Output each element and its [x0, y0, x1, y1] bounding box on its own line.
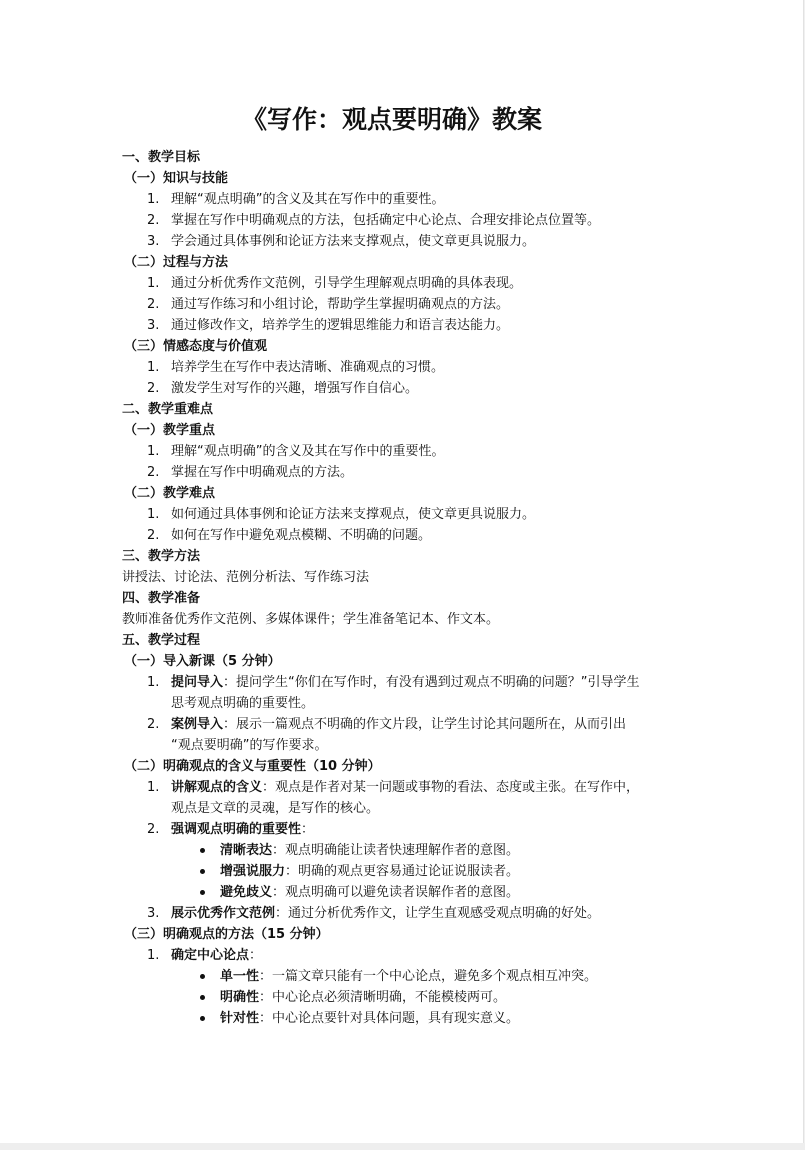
ordered-list	[122, 189, 692, 252]
bullet-icon	[200, 974, 205, 979]
bullet-icon	[200, 1016, 205, 1021]
list-item: 1. 提问导入：提问学生“你们在写作时，有没有遇到过观点不明确的问题？”引导学生 思考观点明确的重要性。	[147, 675, 640, 711]
bullet-list	[122, 966, 692, 1029]
ordered-list	[122, 357, 692, 399]
document-content	[122, 100, 692, 1029]
list-item: 1. 确定中心论点：	[147, 948, 263, 963]
bullet-item: 清晰表达：观点明确能让读者快速理解作者的意图。	[122, 840, 692, 861]
subsection-heading: （三）明确观点的方法（15 分钟）	[124, 927, 329, 942]
section-heading: 三、教学方法	[122, 549, 201, 564]
paragraph: 教师准备优秀作文范例、多媒体课件；学生准备笔记本、作文本。	[122, 612, 500, 627]
section-heading: 五、教学过程	[122, 633, 201, 648]
subsection-heading: （二）教学难点	[124, 486, 216, 501]
list-item: 1. 如何通过具体事例和论证方法来支撑观点，使文章更具说服力。	[147, 507, 536, 522]
list-item: 3. 展示优秀作文范例：通过分析优秀作文，让学生直观感受观点明确的好处。	[147, 906, 601, 921]
viewer-bottom-edge	[0, 1143, 805, 1150]
list-item: 3. 通过修改作文，培养学生的逻辑思维能力和语言表达能力。	[147, 318, 510, 333]
list-item: 1. 通过分析优秀作文范例，引导学生理解观点明确的具体表现。	[147, 276, 523, 291]
subsection-heading: （三）情感态度与价值观	[124, 339, 268, 354]
list-item: 2. 激发学生对写作的兴趣，增强写作自信心。	[147, 381, 419, 396]
bullet-item: 针对性：中心论点要针对具体问题，具有现实意义。	[122, 1008, 692, 1029]
subsection-heading: （一）知识与技能	[124, 171, 229, 186]
subsection-heading: （二）明确观点的含义与重要性（10 分钟）	[124, 759, 381, 774]
bullet-icon	[200, 890, 205, 895]
list-item: 2. 掌握在写作中明确观点的方法。	[147, 465, 354, 480]
bullet-item: 明确性：中心论点必须清晰明确，不能模棱两可。	[122, 987, 692, 1008]
subsection-heading: （一）导入新课（5 分钟）	[124, 654, 281, 669]
subsection-heading: （一）教学重点	[124, 423, 216, 438]
section-heading: 四、教学准备	[122, 591, 201, 606]
ordered-list	[122, 273, 692, 336]
list-item: 1. 讲解观点的含义：观点是作者对某一问题或事物的看法、态度或主张。在写作中， 观点是文章的灵魂，是写作的核心。	[147, 780, 640, 816]
bullet-icon	[200, 869, 205, 874]
bullet-icon	[200, 995, 205, 1000]
list-item: 1. 理解“观点明确”的含义及其在写作中的重要性。	[147, 192, 445, 207]
list-item: 1. 培养学生在写作中表达清晰、准确观点的习惯。	[147, 360, 445, 375]
section-heading: 一、教学目标	[122, 150, 201, 165]
document-title: 《写作：观点要明确》教案	[241, 105, 542, 134]
list-item: 3. 学会通过具体事例和论证方法来支撑观点，使文章更具说服力。	[147, 234, 536, 249]
subsection-heading: （二）过程与方法	[124, 255, 229, 270]
bullet-icon	[200, 848, 205, 853]
paragraph: 讲授法、讨论法、范例分析法、写作练习法	[122, 570, 370, 585]
list-item: 1. 理解“观点明确”的含义及其在写作中的重要性。	[147, 444, 445, 459]
list-item: 2. 案例导入：展示一篇观点不明确的作文片段，让学生讨论其问题所在，从而引出 “观点要明确”的写作要求。	[147, 717, 627, 753]
ordered-list	[122, 441, 692, 483]
ordered-list	[122, 903, 692, 924]
ordered-list	[122, 672, 692, 756]
list-item: 2. 掌握在写作中明确观点的方法，包括确定中心论点、合理安排论点位置等。	[147, 213, 601, 228]
bullet-list	[122, 840, 692, 903]
bullet-item: 避免歧义：观点明确可以避免读者误解作者的意图。	[122, 882, 692, 903]
section-heading: 二、教学重难点	[122, 402, 214, 417]
ordered-list	[122, 945, 692, 966]
ordered-list	[122, 777, 692, 840]
list-item: 2. 通过写作练习和小组讨论，帮助学生掌握明确观点的方法。	[147, 297, 510, 312]
bullet-item: 增强说服力：明确的观点更容易通过论证说服读者。	[122, 861, 692, 882]
list-item: 2. 如何在写作中避免观点模糊、不明确的问题。	[147, 528, 432, 543]
ordered-list	[122, 504, 692, 546]
bullet-item: 单一性：一篇文章只能有一个中心论点，避免多个观点相互冲突。	[122, 966, 692, 987]
list-item: 2. 强调观点明确的重要性：	[147, 822, 315, 837]
